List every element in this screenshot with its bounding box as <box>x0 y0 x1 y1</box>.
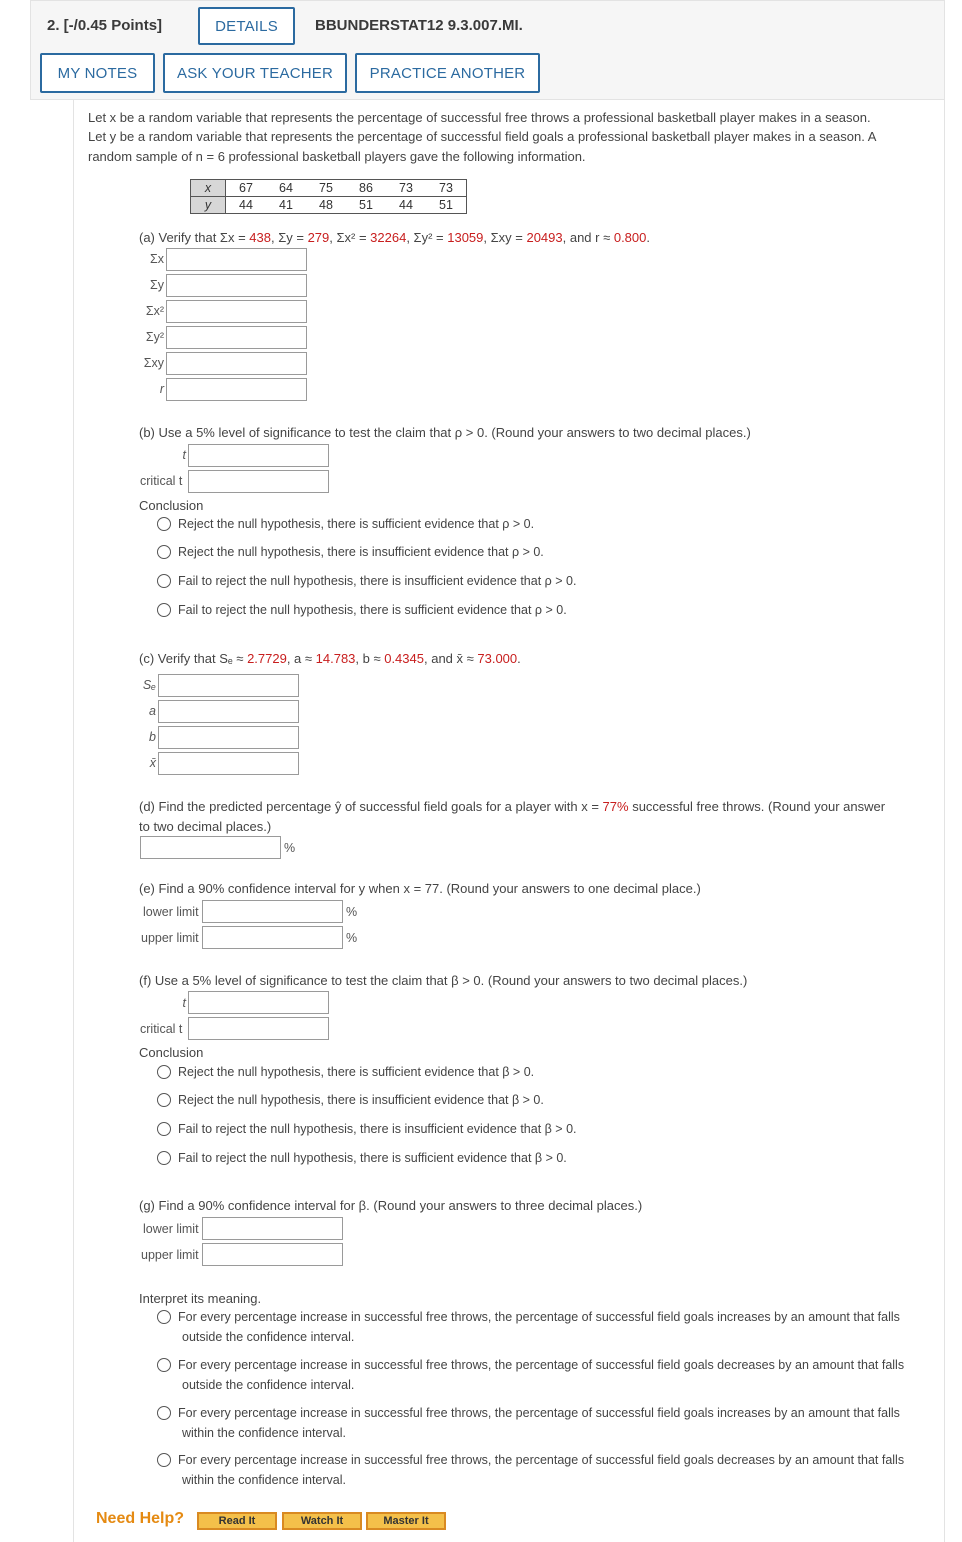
se-label: Sₑ <box>142 678 156 692</box>
part-c-text: . <box>517 651 521 666</box>
part-c-text: , and x̄ ≈ <box>423 651 478 666</box>
y-cell: 41 <box>266 197 306 214</box>
part-d-text: successful free throws. (Round your answer <box>628 799 886 814</box>
problem-code: BBUNDERSTAT12 9.3.007.MI. <box>315 17 523 34</box>
part-d-prompt <box>139 797 885 817</box>
question-points: 2. [-/0.45 Points] <box>47 17 163 34</box>
t-beta-input[interactable] <box>188 991 329 1014</box>
interpret-option-3-cont: within the confidence interval. <box>182 1426 346 1440</box>
given-se: 2.7729 <box>247 651 287 666</box>
conclusion-b-radio-1[interactable] <box>157 517 171 531</box>
sum-xy-input[interactable] <box>166 352 307 375</box>
critical-t-beta-input[interactable] <box>188 1017 329 1040</box>
critical-t-label: critical t <box>140 1022 183 1036</box>
conclusion-f-option-3: Fail to reject the null hypothesis, there is insufficient evidence that β > 0. <box>178 1122 577 1136</box>
part-g-prompt: (g) Find a 90% confidence interval for β. (Round your answers to three decimal places.) <box>139 1198 643 1213</box>
part-e-prompt: (e) Find a 90% confidence interval for y when x = 77. (Round your answers to one decimal place.) <box>139 881 701 896</box>
sum-y-input[interactable] <box>166 274 307 297</box>
sum-x-input[interactable] <box>166 248 307 271</box>
xbar-input[interactable] <box>158 752 299 775</box>
conclusion-f-option-1: Reject the null hypothesis, there is sufficient evidence that β > 0. <box>178 1065 535 1079</box>
t-input[interactable] <box>188 444 329 467</box>
xbar-label: x̄ <box>149 756 156 770</box>
part-a-text: , Σy² = <box>406 230 448 245</box>
conclusion-f-radio-3[interactable] <box>157 1122 171 1136</box>
x-header: x <box>191 180 226 197</box>
given-sum-x2: 32264 <box>370 230 407 245</box>
x-cell: 75 <box>306 180 346 197</box>
y-cell: 48 <box>306 197 346 214</box>
part-a-text: , Σx² = <box>329 230 371 245</box>
x-cell: 64 <box>266 180 306 197</box>
sum-y-label: Σy <box>150 278 164 292</box>
details-button[interactable]: DETAILS <box>198 7 295 45</box>
conclusion-b-option-3: Fail to reject the null hypothesis, there is insufficient evidence that ρ > 0. <box>178 574 577 588</box>
b-label: b <box>149 730 156 744</box>
conclusion-f-radio-2[interactable] <box>157 1093 171 1107</box>
y-cell: 51 <box>426 197 467 214</box>
given-sum-xy: 20493 <box>526 230 563 245</box>
part-c-prompt <box>139 649 521 669</box>
intro-line-1: Let x be a random variable that represents the percentage of successful free throws a professional basketball player makes in a season. <box>88 110 871 125</box>
part-c-text: (c) Verify that Sₑ ≈ <box>139 651 248 666</box>
practice-another-button[interactable]: PRACTICE ANOTHER <box>355 53 540 93</box>
b-input[interactable] <box>158 726 299 749</box>
a-input[interactable] <box>158 700 299 723</box>
t-label: t <box>182 996 186 1010</box>
my-notes-button[interactable]: MY NOTES <box>40 53 155 93</box>
y-cell: 44 <box>386 197 426 214</box>
interpret-option-1: For every percentage increase in successful free throws, the percentage of successful field goals increases by an amount that falls <box>178 1310 900 1324</box>
part-f-prompt: (f) Use a 5% level of significance to test the claim that β > 0. (Round your answers to two decimal places.) <box>139 973 748 988</box>
se-input[interactable] <box>158 674 299 697</box>
master-it-button[interactable]: Master It <box>366 1512 446 1530</box>
sum-xy-label: Σxy <box>143 356 164 370</box>
x-cell: 86 <box>346 180 386 197</box>
intro-line-2: Let y be a random variable that represents the percentage of successful field goals a professional basketball player makes in a season. A <box>88 129 877 144</box>
given-xbar: 73.000 <box>477 651 518 666</box>
part-a-text: . <box>646 230 651 245</box>
part-a-text: , Σy = <box>270 230 308 245</box>
sum-x2-input[interactable] <box>166 300 307 323</box>
part-c-text: , b ≈ <box>355 651 385 666</box>
interpret-option-2-cont: outside the confidence interval. <box>182 1378 355 1392</box>
critical-t-input[interactable] <box>188 470 329 493</box>
upper-limit-y-input[interactable] <box>202 926 343 949</box>
table-row-x <box>191 180 467 197</box>
sum-x-label: Σx <box>150 252 164 266</box>
interpret-option-4: For every percentage increase in successful free throws, the percentage of successful field goals decreases by an amount that falls <box>178 1453 905 1467</box>
interpret-label: Interpret its meaning. <box>139 1291 262 1306</box>
part-d-text: (d) Find the predicted percentage ŷ of successful field goals for a player with x = <box>139 799 603 814</box>
predicted-y-input[interactable] <box>140 836 281 859</box>
conclusion-f-option-2: Reject the null hypothesis, there is insufficient evidence that β > 0. <box>178 1093 544 1107</box>
a-label: a <box>149 704 156 718</box>
interpret-radio-3[interactable] <box>157 1406 171 1420</box>
y-cell: 51 <box>346 197 386 214</box>
y-header: y <box>191 197 226 214</box>
table-row-y <box>191 197 467 214</box>
part-c-text: , a ≈ <box>286 651 316 666</box>
lower-limit-beta-input[interactable] <box>202 1217 343 1240</box>
part-b-prompt: (b) Use a 5% level of significance to test the claim that ρ > 0. (Round your answers to two decimal places.) <box>139 425 751 440</box>
given-b: 0.4345 <box>384 651 424 666</box>
interpret-radio-4[interactable] <box>157 1453 171 1467</box>
part-a-text: , Σxy = <box>483 230 527 245</box>
interpret-radio-2[interactable] <box>157 1358 171 1372</box>
conclusion-f-option-4: Fail to reject the null hypothesis, there is sufficient evidence that β > 0. <box>178 1151 567 1165</box>
conclusion-b-radio-4[interactable] <box>157 603 171 617</box>
given-r: 0.800 <box>613 230 647 245</box>
upper-limit-beta-input[interactable] <box>202 1243 343 1266</box>
ask-teacher-button[interactable]: ASK YOUR TEACHER <box>163 53 347 93</box>
conclusion-label: Conclusion <box>139 498 204 513</box>
conclusion-f-radio-4[interactable] <box>157 1151 171 1165</box>
conclusion-b-option-1: Reject the null hypothesis, there is sufficient evidence that ρ > 0. <box>178 517 535 531</box>
data-table <box>190 179 467 214</box>
interpret-option-3: For every percentage increase in successful free throws, the percentage of successful field goals increases by an amount that falls <box>178 1406 900 1420</box>
conclusion-b-radio-2[interactable] <box>157 545 171 559</box>
x-cell: 73 <box>426 180 467 197</box>
given-a: 14.783 <box>315 651 356 666</box>
conclusion-f-radio-1[interactable] <box>157 1065 171 1079</box>
percent-unit: % <box>346 905 358 919</box>
percent-unit: % <box>284 841 296 855</box>
given-sum-y: 279 <box>307 230 330 245</box>
r-label: r <box>159 382 164 396</box>
conclusion-b-option-2: Reject the null hypothesis, there is insufficient evidence that ρ > 0. <box>178 545 544 559</box>
r-input[interactable] <box>166 378 307 401</box>
percent-unit: % <box>346 931 358 945</box>
intro-line-3: random sample of n = 6 professional basketball players gave the following information. <box>88 149 586 164</box>
part-a-text: (a) Verify that Σx = <box>139 230 250 245</box>
sum-y2-input[interactable] <box>166 326 307 349</box>
lower-limit-label: lower limit <box>143 905 199 919</box>
need-help-label: Need Help? <box>96 1510 185 1527</box>
given-sum-y2: 13059 <box>447 230 484 245</box>
conclusion-label: Conclusion <box>139 1045 204 1060</box>
sum-x2-label: Σx² <box>145 304 164 318</box>
given-sum-x: 438 <box>249 230 271 245</box>
conclusion-b-radio-3[interactable] <box>157 574 171 588</box>
conclusion-b-option-4: Fail to reject the null hypothesis, there is sufficient evidence that ρ > 0. <box>178 603 567 617</box>
x-cell: 67 <box>226 180 267 197</box>
lower-limit-label: lower limit <box>143 1222 199 1236</box>
given-x-value: 77% <box>602 799 629 814</box>
interpret-option-4-cont: within the confidence interval. <box>182 1473 346 1487</box>
t-label: t <box>182 448 186 462</box>
x-cell: 73 <box>386 180 426 197</box>
lower-limit-y-input[interactable] <box>202 900 343 923</box>
upper-limit-label: upper limit <box>141 1248 199 1262</box>
part-a-text: , and r ≈ <box>562 230 614 245</box>
interpret-option-2: For every percentage increase in successful free throws, the percentage of successful field goals decreases by an amount that falls <box>178 1358 905 1372</box>
question-header <box>30 0 945 100</box>
y-cell: 44 <box>226 197 267 214</box>
watch-it-button[interactable]: Watch It <box>282 1512 362 1530</box>
read-it-button[interactable]: Read It <box>197 1512 277 1530</box>
sum-y2-label: Σy² <box>145 330 164 344</box>
interpret-radio-1[interactable] <box>157 1310 171 1324</box>
part-d-prompt-line-2: to two decimal places.) <box>139 819 272 834</box>
part-a-prompt <box>139 228 650 248</box>
critical-t-label: critical t <box>140 474 183 488</box>
interpret-option-1-cont: outside the confidence interval. <box>182 1330 355 1344</box>
upper-limit-label: upper limit <box>141 931 199 945</box>
